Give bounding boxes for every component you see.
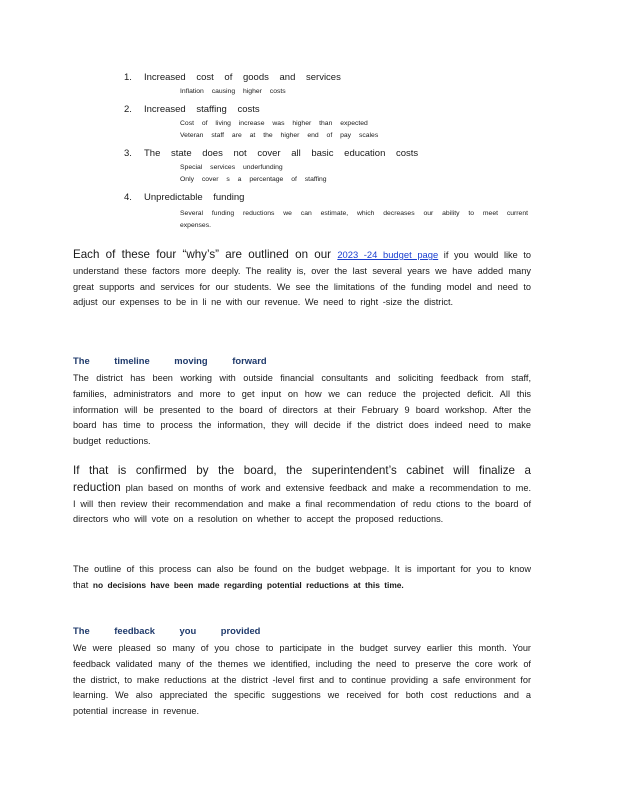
sub-bullet: Special services underfunding — [124, 164, 544, 172]
bullet-icon — [164, 132, 180, 140]
paragraph-outline: The outline of this process can also be found on the budget webpage. It is important for you to know that no decisions have been made regarding potential reductions at this time. — [73, 564, 531, 590]
section-heading: The feedback you provided — [73, 625, 261, 636]
list-item: 2. Increased staffing costs — [124, 104, 260, 115]
sub-bullet: Several funding reductions we can estimate, which decreases our ability to meet current expenses. — [124, 208, 528, 232]
bullet-icon — [164, 88, 180, 96]
section-heading: The timeline moving forward — [73, 355, 267, 366]
list-item: 4. Unpredictable funding — [124, 192, 245, 203]
paragraph-board: If that is confirmed by the board, the superintendent’s cabinet will finalize a reduction plan based on months of work and extensive feedback and make a recommendation to me. I will then review their recommendation and make a final recommendation of redu ctions to the board of directors who will vote on a resolution on whether to accept the proposed reductions. — [73, 464, 531, 525]
paragraph-feedback: We were pleased so many of you chose to participate in the budget survey earlier this month. Your feedback validated many of the themes we identified, including the need to preserve the core work of the district, to make reductions at the district -level first and to continue providing a safe environment for learning. We also appreciated the specific suggestions we received for both cost reductions and a potential increase in revenue. — [73, 643, 531, 717]
sub-bullet: Veteran staff are at the higher end of pay scales — [124, 132, 544, 140]
sub-bullet: Cost of living increase was higher than expected — [124, 120, 544, 128]
bullet-icon — [164, 176, 180, 184]
bullet-icon — [164, 208, 180, 232]
budget-page-link[interactable]: 2023 -24 budget page — [337, 249, 439, 260]
sub-bullet: Inflation causing higher costs — [124, 88, 544, 96]
bullet-icon — [164, 164, 180, 172]
reasons-list — [124, 72, 544, 235]
paragraph-timeline: The district has been working with outside financial consultants and soliciting feedback from staff, families, administrators and more to get input on how we can reduce the projected deficit. All this information will be presented to the board of directors at their February 9 board workshop. After the board has time to process the information, they will decide if the district does indeed need to make budget reductions. — [73, 373, 531, 447]
list-item: 3. The state does not cover all basic education costs — [124, 148, 419, 159]
list-item: 1. Increased cost of goods and services — [124, 72, 341, 83]
paragraph-why: Each of these four “why’s” are outlined on our 2023 -24 budget page if you would like to understand these factors more deeply. The reality is, over the last several years we have added many great supports and services for our students. We see the limitations of the funding model and need to adjust our expenses to be in li ne with our revenue. We need to right -size the district. — [73, 248, 532, 308]
sub-bullet: Only cover s a percentage of staffing — [124, 176, 544, 184]
bullet-icon — [164, 120, 180, 128]
